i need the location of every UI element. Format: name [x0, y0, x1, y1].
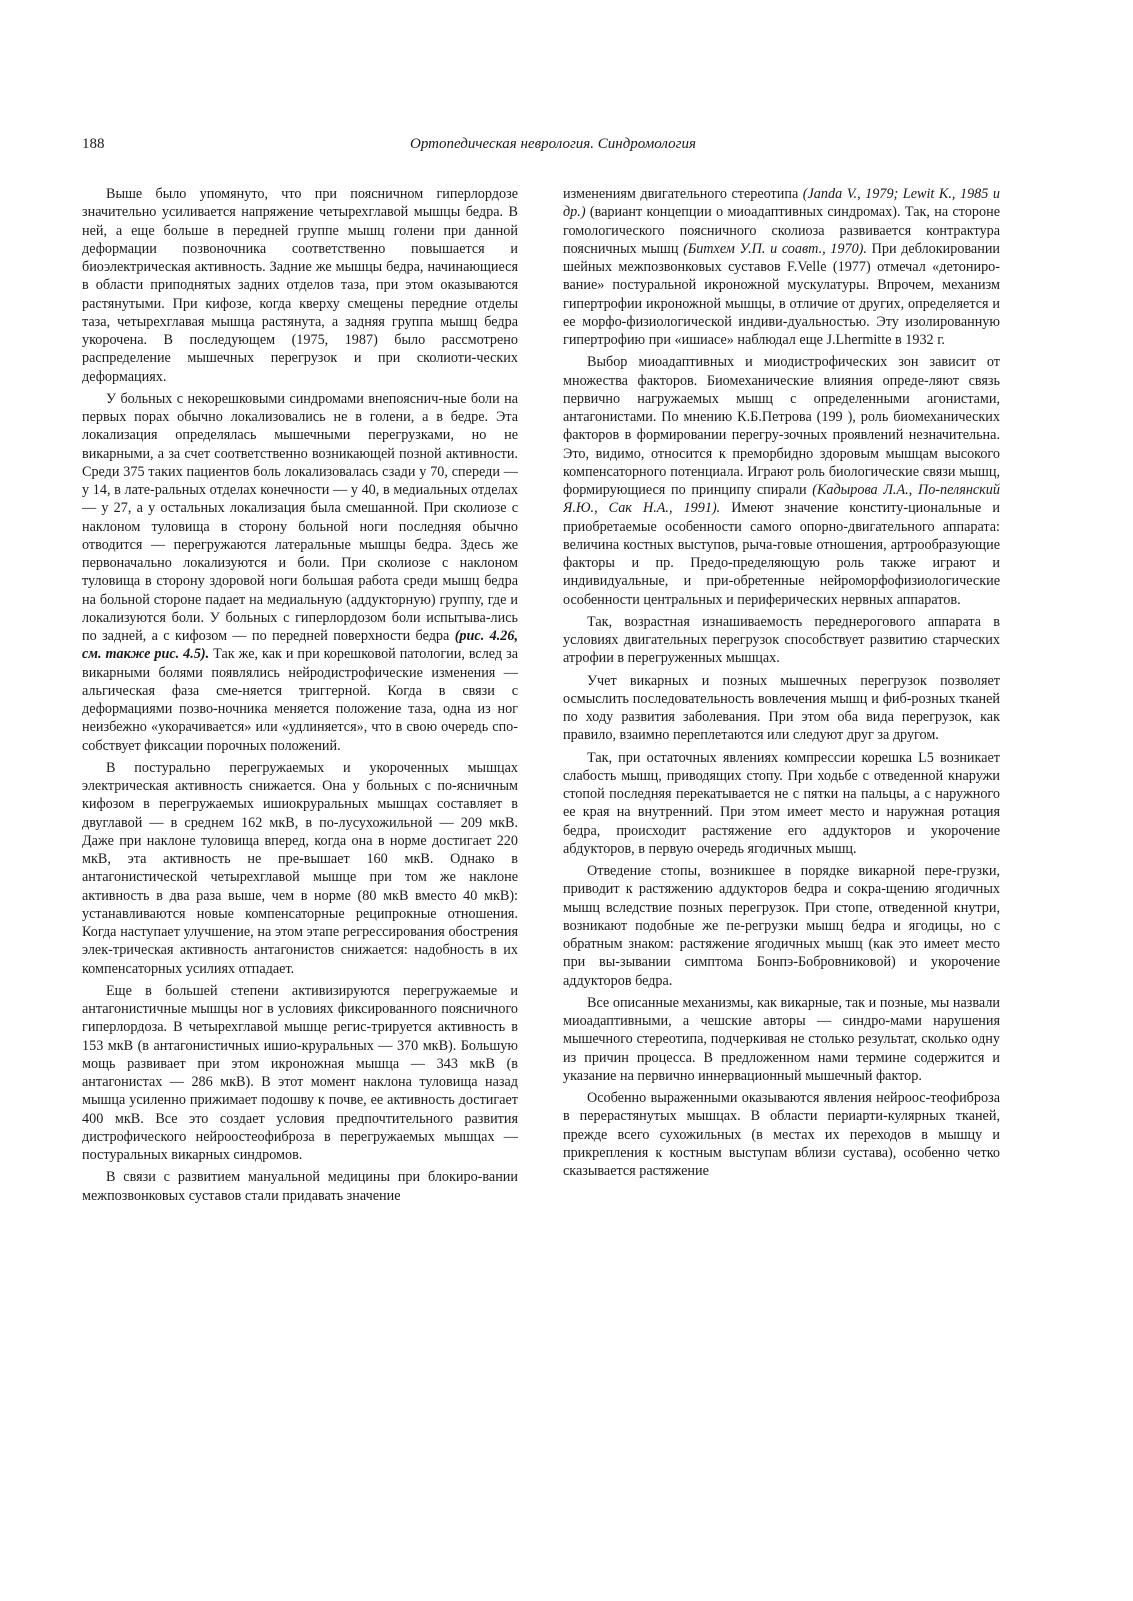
page-number: 188 — [82, 136, 105, 152]
figure-reference: (рис. 4.26, см. также рис. 4.5). — [82, 628, 518, 663]
paragraph: Еще в большей степени активизируются перегружаемые и антагонистичные мышцы ног в условиях фиксированного поясничного гиперлордоза. В четырехглавой мышце регис-трируется активность в 153 мкВ (в антагонистичных ишио-круральных — 370 мкВ). Большую мощь развивает при этом икроножная мышца — 343 мкВ (в антагонистах — 286 мкВ). В этот момент наклона туловища назад мышца усиленно прижимает подошву к почве, ее активность достигает 400 мкВ. Все это создает условия предпочтительного развития дистрофического нейроостеофиброза в перегружаемых мышцах — постуральных викарных синдромов. — [82, 982, 518, 1163]
paragraph: Так, при остаточных явлениях компрессии корешка L5 возникает слабость мышц, приводящих стопу. При ходьбе с отведенной кнаружи стопой последняя перекатывается не с пятки на пальцы, а с наружного ее края на внутренний. При этом имеет место и наружная ротация бедра, происходит растяжение его аддукторов и укорочение абдукторов, в первую очередь ягодичных мышц. — [563, 749, 1000, 857]
citation: (Кадырова Л.А., По-пелянский Я.Ю., Сак Н.А., 1991). — [563, 482, 1000, 517]
paragraph: Отведение стопы, возникшее в порядке викарной пере-грузки, приводит к растяжению аддукторов бедра и сокра-щению ягодичных мышц вследствие позных перегрузок. При стопе, отведенной кнутри, возникают подобные же пе-регрузки мышц бедра и ягодицы, но с обратным знаком: растяжение ягодичных мышц (как это имеет место при вы-зывании симптома Бонпэ-Бобровниковой) и укорочение аддукторов бедра. — [563, 863, 1000, 989]
paragraph-text: изменениям двигательного стереотипа — [563, 186, 803, 202]
paragraph: Особенно выраженными оказываются явления нейроос-теофиброза в перерастянутых мышцах. В области периарти-кулярных тканей, прежде всего сухожильных (в местах их переходов в мышцу и прикрепления к костным выступам вблизи сустава), особенно четко сказывается растяжение — [563, 1090, 1000, 1179]
paragraph: В связи с развитием мануальной медицины при блокиро-вании межпозвонковых суставов стали придавать значение — [82, 1169, 518, 1204]
paragraph-text: У больных с некорешковыми синдромами внепояснич-ные боли на первых порах обычно локализовались не в голени, а в бедре. Эта локализация определялась мышечными перегрузками, но не викарными, а за счет соответственно возникающей позной активности. Среди 375 таких пациентов боль локализовалась сзади у 70, спереди — у 14, в лате-ральных отделах конечности — у 40, в медиальных отделах — у 27, а у остальных локализация была смешанной. При сколиозе с наклоном туловища в сторону больной ноги последняя обычно отводится — перегружаются латеральные мышцы бедра. Здесь же первоначально локализуются и боли. При сколиозе с наклоном туловища в сторону здоровой ноги большая работа среди мышц бедра на больной стороне падает на медиальную (аддукторную) группу, где и локализуются боли. У больных с гиперлордозом боли испытыва-лись по задней, а с кифозом — по передней поверхности бедра — [82, 390, 518, 644]
citation: (Janda V., 1979; Lewit K., 1985 и др.) — [563, 186, 1000, 221]
citation: (Битхем У.П. и соавт., 1970). — [683, 240, 867, 257]
paragraph — [563, 353, 1000, 609]
paragraph: Так, возрастная изнашиваемость переднерогового аппарата в условиях двигательных перегрузок способствует развитию старческих атрофии в перегруженных мышцах. — [563, 613, 1000, 667]
left-column — [82, 185, 518, 1209]
paragraph-text: Выбор миоадаптивных и миодистрофических зон зависит от множества факторов. Биомеханические влияния опреде-ляют связь первично нагружаемых мышц с определенными агонистами, антагонистами. По мнению К.Б.Петрова (199 ), роль биомеханических факторов в формировании перегру-зочных проявлений незначительна. Это, видимо, относится к преморбидно здоровым мышцам высокого компенсаторного потенциала. Играют роль биологические связи мышц, формирующиеся по принципу спирали — [563, 354, 1000, 498]
right-column — [563, 185, 1000, 1184]
paragraph-text: Так же, как и при корешковой патологии, вслед за викарными болями появлялись нейродистрофические изменения — альгическая фаза сме-няется триггерной. Когда в связи с деформациями позво-ночника меняется положение таза, одна из ног неизбежно «укорачивается» или «удлиняется», что в свою очередь спо-собствует фиксации порочных положений. — [82, 646, 518, 754]
paragraph-text: Имеют значение конститу-циональные и приобретаемые особенности самого опорно-двигательного аппарата: величина костных выступов, рыча-говые отношения, артрообразующие факторы и пр. Предо-пределяющую роль также играют и индивидуальные, и при-обретенные нейроморфофизиологические особенности центральных и периферических нервных аппаратов. — [563, 500, 1000, 608]
paragraph — [563, 185, 1000, 349]
paragraph: В постурально перегружаемых и укороченных мышцах электрическая активность снижается. Она у больных с по-ясничным кифозом в перегружаемых ишиокруральных мышцах составляет в двуглавой — в среднем 162 мкВ, в по-лусухожильной — 209 мкВ. Даже при наклоне туловища вперед, когда она в норме достигает 220 мкВ, эта активность не пре-вышает 160 мкВ. Однако в антагонистической четырехглавой мышце при том же наклоне активность в два раза выше, чем в норме (80 мкВ вместо 40 мкВ): устанавливаются новые компенсаторные реципрокные отношения. Когда наступает улучшение, на этом этапе регрессирования обострения элек-трическая активность антагонистов снижается: надобность в их компенсаторных усилиях отпадает. — [82, 759, 518, 977]
running-title: Ортопедическая неврология. Синдромология — [410, 136, 696, 152]
paragraph-text: При деблокировании шейных межпозвонковых суставов F.Velle (1977) отмечал «детониро-вание» постуральной икроножной мускулатуры. Впрочем, механизм гипертрофии икроножной мышцы, в отличие от других, определяется и ее морфо-физиологической индиви-дуальностью. Эту изолированную гипертрофию при «ишиасе» наблюдал еще J.Lhermitte в 1932 г. — [563, 240, 1001, 348]
paragraph-text: (вариант концепции о миоадаптивных синдромах). Так, на стороне гомологического поясничного сколиоза развивается контрактура поясничных мышц — [563, 204, 1000, 257]
paragraph: Учет викарных и позных мышечных перегрузок позволяет осмыслить последовательность вовлечения мышц и фиб-розных тканей по ходу развития заболевания. При этом оба вида перегрузок, как правило, взаимно переплетаются или следуют друг за другом. — [563, 672, 1000, 744]
paragraph: Все описанные механизмы, как викарные, так и позные, мы назвали миоадаптивными, а чешские авторы — синдро-мами нарушения мышечного стереотипа, подчеркивая не столько результат, сколько одну из причин процесса. В предложенном нами термине содержится и указание на первично иннервационный мышечный фактор. — [563, 994, 1000, 1084]
paragraph: Выше было упомянуто, что при поясничном гиперлордозе значительно усиливается напряжение четырехглавой мышцы бедра. В ней, а еще больше в передней группе мышц голени при данной деформации позвоночника соответственно повышается и биоэлектрическая активность. Задние же мышцы бедра, начинающиеся в области приподнятых задних отделов таза, при этом оказываются растянутыми. При кифозе, когда кверху смещены передние отделы таза, четырехглавая мышца растянута, а задняя группа мышц бедра укорочена. В последующем (1975, 1987) было рассмотрено распределение мышечных перегрузок и при сколиоти-ческих деформациях. — [82, 186, 518, 385]
paragraph — [82, 390, 518, 755]
